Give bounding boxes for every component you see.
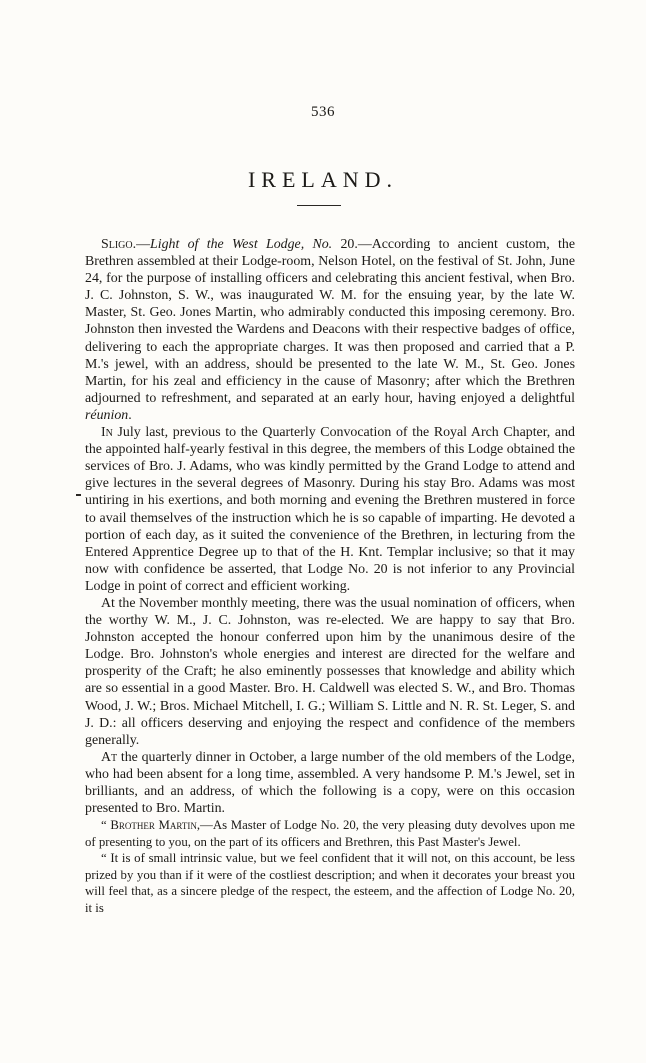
page-number: 536 (311, 104, 335, 120)
margin-mark (76, 494, 81, 496)
paragraph-quarterly-dinner: At the quarterly dinner in October, a large number of the old members of the Lodge, who had been absent for a long time, assembled. A very handsome P. M.'s Jewel, set in brilliants, and an address, of which the following is a copy, were on this occasion presented to Bro. Martin. (85, 749, 575, 817)
heading-rule (297, 205, 341, 206)
paragraph-address-continued: “ It is of small intrinsic value, but we feel confident that it will not, on this account, be less prized by you than if it were of the costliest description; and when it decorates your breast you will feel that, as a sincere pledge of the respect, the esteem, and the affection of Lodge No. 20, it is (85, 851, 575, 915)
paragraph-address-opening: “ Brother Martin,—As Master of Lodge No. 20, the very pleasing duty devolves upon me of presenting to you, on the part of its officers and Brethren, this Past Master's Jewel. (85, 818, 575, 849)
article-body (85, 236, 575, 916)
lodge-name: Light of the West Lodge, No. (149, 237, 333, 252)
paragraph-july-lectures: In July last, previous to the Quarterly Convocation of the Royal Arch Chapter, and the appointed half-yearly festival in this degree, the members of this Lodge obtained the services of Bro. J. Adams, who was kindly permitted by the Grand Lodge to attend and give lectures in the several degrees of Masonry. During his stay Bro. Adams was most untiring in his exertions, and both morning and evening the Brethren mustered in force to avail themselves of the instruction which he is so capable of imparting. He devoted a portion of each day, as it suited the convenience of the Brethren, in lecturing from the Entered Apprentice Degree up to that of the H. Knt. Templar inclusive; so that it may now with confidence be asserted, that Lodge No. 20 is not inferior to any Provincial Lodge in point of correct and efficient working. (85, 425, 575, 594)
place-name: Sligo. (101, 237, 137, 252)
paragraph-november-meeting: At the November monthly meeting, there was the usual nomination of officers, when the worthy W. M., J. C. Johnston, was re-elected. We are happy to say that Bro. Johnston accepted the honour conferred upon him by the unanimous desire of the Lodge. Bro. Johnston's whole energies and interest are directed for the welfare and prosperity of the Craft; he also eminently possesses that knowledge and ability which are so essential in a good Master. Bro. H. Caldwell was elected S. W., and Bro. Thomas Wood, J. W.; Bros. Michael Mitchell, I. G.; William S. Little and N. R. St. Leger, S. and J. D.: all officers deserving and enjoying the respect and confidence of the members generally. (85, 595, 575, 748)
section-heading: IRELAND. (247, 167, 399, 192)
paragraph-sligo-lodge: Sligo.—Light of the West Lodge, No. 20.—According to ancient custom, the Brethren assembled at their Lodge-room, Nelson Hotel, on the festival of St. John, June 24, for the purpose of installing officers and celebrating this ancient festival, when Bro. J. C. Johnston, S. W., was inaugurated W. M. for the ensuing year, by the late W. Master, St. Geo. Jones Martin, who admirably conducted this imposing ceremony. Bro. Johnston then invested the Wardens and Deacons with their respective badges of office, delivering to each the appropriate charges. It was then proposed and carried that a P. M.'s jewel, with an address, should be presented to the late W. M., St. Geo. Jones Martin, for his zeal and efficiency in the cause of Masonry; after which the Brethren adjourned to refreshment, and separated at an early hour, having enjoyed a delightful réunion. (85, 237, 575, 423)
